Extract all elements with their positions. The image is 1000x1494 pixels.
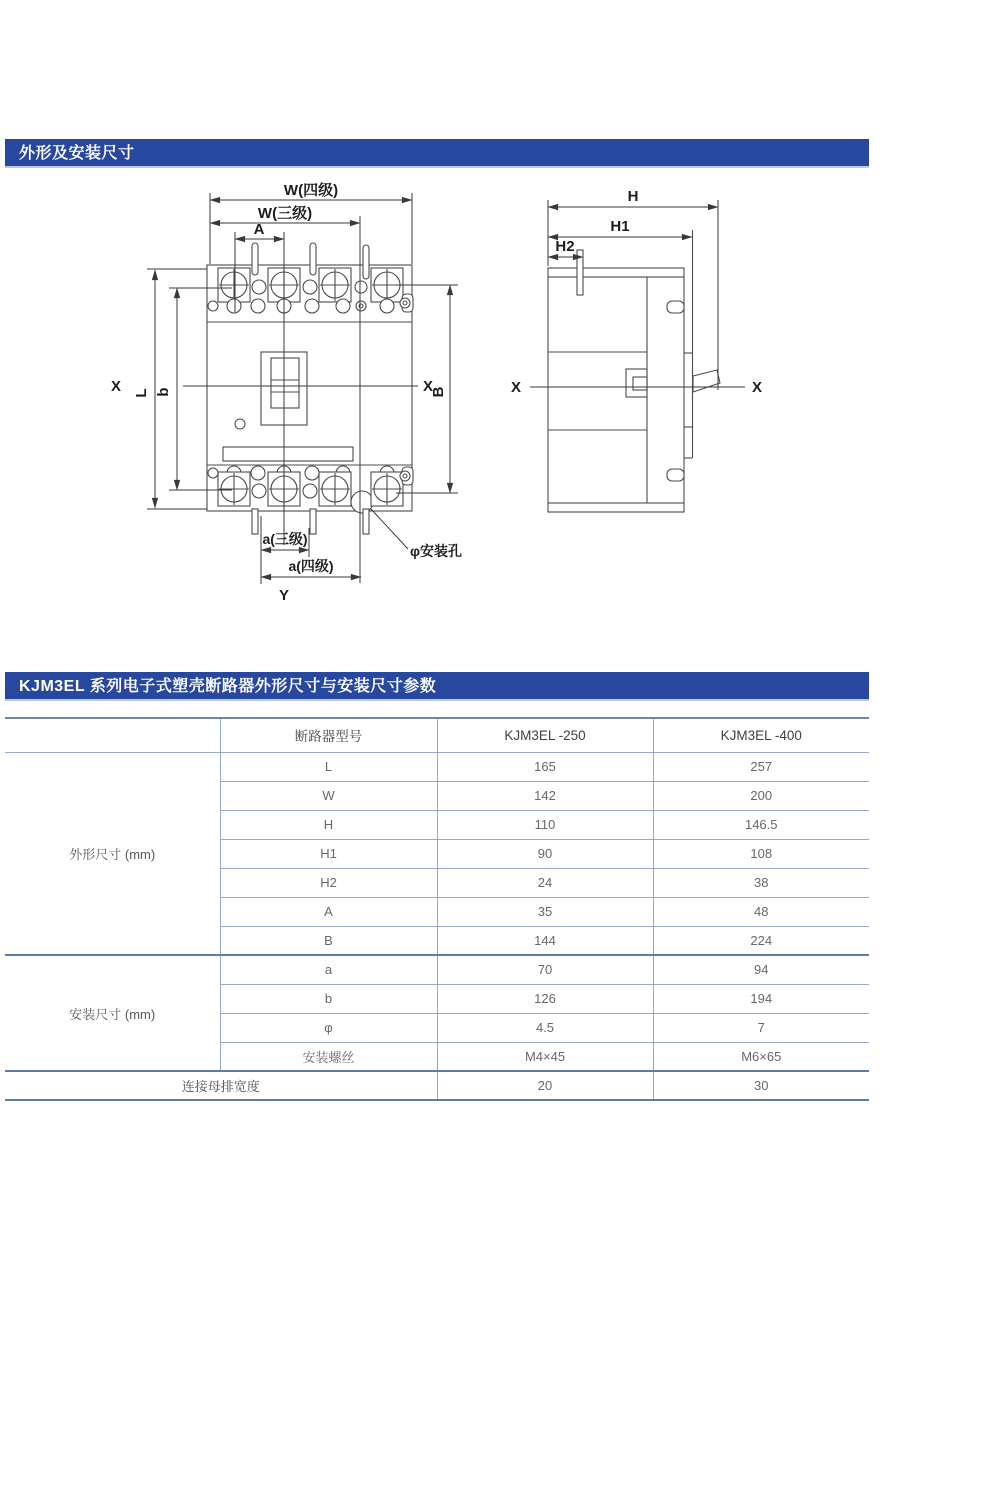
dim-label-h1: H1 (610, 218, 630, 235)
mounting-hole (351, 491, 373, 513)
param-value: 142 (437, 781, 653, 810)
section-title-outline-dimensions: 外形及安装尺寸 (5, 139, 869, 168)
table-row (5, 955, 869, 984)
dimension-table (5, 717, 869, 1101)
group-label-outline-dimensions: 外形尺寸 (mm) (5, 752, 220, 955)
param-value: 146.5 (653, 810, 869, 839)
param-name: A (220, 897, 437, 926)
param-name: H2 (220, 868, 437, 897)
param-value: 108 (653, 839, 869, 868)
group-label-installation-dimensions: 安装尺寸 (mm) (5, 955, 220, 1071)
table-footer-row (5, 1071, 869, 1100)
breaker-handle (693, 370, 720, 392)
param-name: 安装螺丝 (220, 1042, 437, 1071)
param-name: B (220, 926, 437, 955)
param-value: 110 (437, 810, 653, 839)
dim-label-cap-b: B (430, 386, 447, 398)
param-value: 7 (653, 1013, 869, 1042)
param-value: 38 (653, 868, 869, 897)
param-value: 94 (653, 955, 869, 984)
axis-label-y: Y (278, 587, 290, 604)
dim-label-h2: H2 (555, 238, 575, 255)
dim-label-a3: a(三级) (262, 531, 308, 547)
param-value: 126 (437, 984, 653, 1013)
param-value: 224 (653, 926, 869, 955)
section-title-dimension-parameters: KJM3EL 系列电子式塑壳断路器外形尺寸与安装尺寸参数 (5, 672, 869, 701)
param-value: 70 (437, 955, 653, 984)
param-name: L (220, 752, 437, 781)
param-value: 24 (437, 868, 653, 897)
param-name: H1 (220, 839, 437, 868)
dim-label-w4: W(四级) (283, 182, 339, 199)
dim-label-a: A (253, 221, 265, 238)
param-value: 194 (653, 984, 869, 1013)
table-row (5, 752, 869, 781)
technical-drawings (0, 0, 1000, 660)
dim-label-l: L (133, 388, 150, 398)
param-value: 90 (437, 839, 653, 868)
busbar-width-250: 20 (437, 1071, 653, 1100)
param-name: H (220, 810, 437, 839)
dim-label-b: b (155, 387, 172, 397)
param-value: 165 (437, 752, 653, 781)
label-mounting-hole: φ安装孔 (410, 543, 463, 559)
table-header-row (5, 718, 869, 752)
param-value: 48 (653, 897, 869, 926)
param-name: a (220, 955, 437, 984)
axis-label-x-left: X (110, 378, 122, 395)
front-view-drawing (111, 181, 462, 604)
axis-label-x-right-side: X (751, 379, 763, 396)
header-empty-cell (5, 718, 220, 752)
param-value: 4.5 (437, 1013, 653, 1042)
header-kjm3el-250: KJM3EL -250 (437, 718, 653, 752)
axis-label-x-right: X (422, 378, 434, 395)
dim-label-w3: W(三级) (257, 205, 313, 222)
param-value: 200 (653, 781, 869, 810)
busbar-width-label: 连接母排宽度 (5, 1071, 437, 1100)
param-name: W (220, 781, 437, 810)
dim-label-a4: a(四级) (288, 558, 334, 574)
param-value: M6×65 (653, 1042, 869, 1071)
param-value: 257 (653, 752, 869, 781)
param-name: b (220, 984, 437, 1013)
side-dimensions (530, 200, 745, 390)
param-name: φ (220, 1013, 437, 1042)
axis-label-x-left-side: X (510, 379, 522, 396)
dim-label-h: H (627, 188, 639, 205)
header-kjm3el-400: KJM3EL -400 (653, 718, 869, 752)
param-value: 144 (437, 926, 653, 955)
header-model-label: 断路器型号 (220, 718, 437, 752)
busbar-width-400: 30 (653, 1071, 869, 1100)
param-value: M4×45 (437, 1042, 653, 1071)
side-view-drawing (511, 188, 762, 512)
param-value: 35 (437, 897, 653, 926)
